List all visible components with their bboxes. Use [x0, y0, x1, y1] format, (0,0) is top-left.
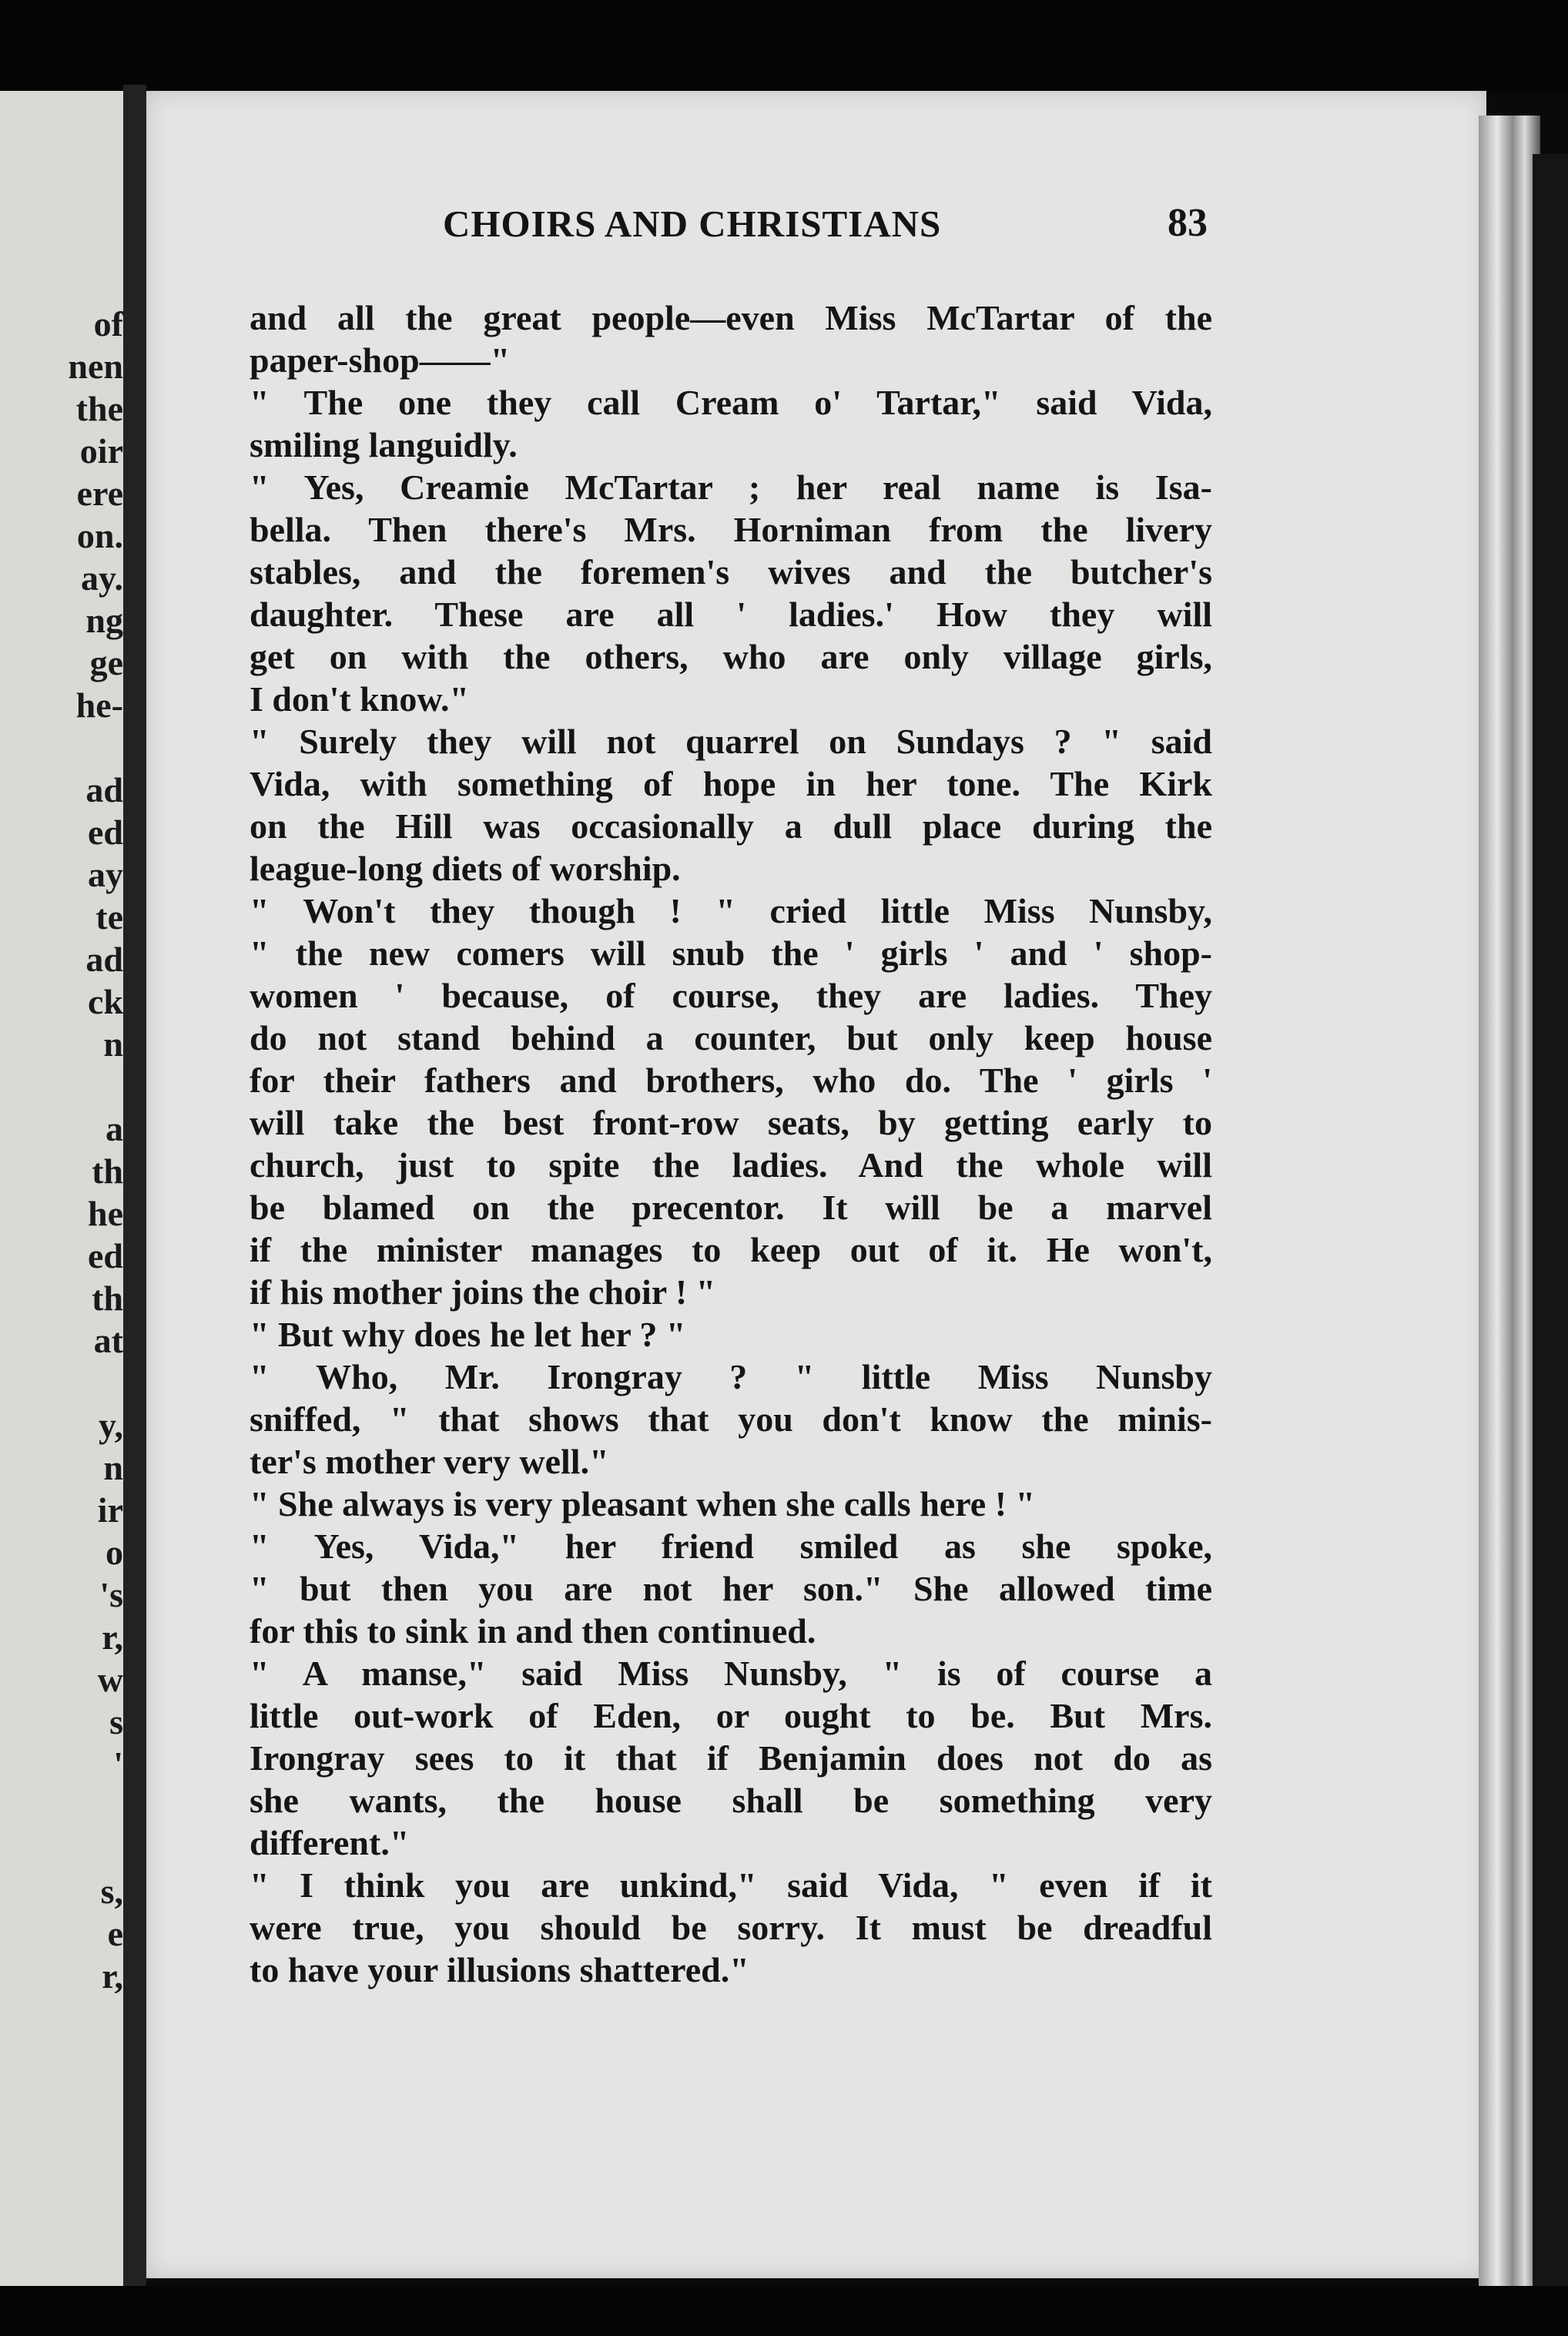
- text-line: " but then you are not her son." She allowed time: [250, 1569, 1212, 1608]
- previous-page-fragment: w: [97, 1660, 123, 1699]
- text-line: Irongray sees to it that if Benjamin does not do as: [250, 1738, 1212, 1778]
- text-line: stables, and the foremen's wives and the butcher's: [250, 552, 1212, 592]
- text-line: sniffed, " that shows that you don't know the minis-: [250, 1399, 1212, 1439]
- text-line: to have your illusions shattered.": [250, 1950, 749, 1989]
- text-line: if his mother joins the choir ! ": [250, 1272, 716, 1312]
- previous-page-fragment: the: [75, 389, 123, 428]
- text-line: on the Hill was occasionally a dull place during the: [250, 806, 1212, 846]
- previous-page-fragment: ng: [85, 601, 123, 640]
- text-line: will take the best front-row seats, by getting early to: [250, 1103, 1212, 1142]
- book-gutter: [123, 85, 146, 2303]
- text-line: " Yes, Creamie McTartar ; her real name is Isa-: [250, 468, 1212, 507]
- previous-page-fragment: 's: [99, 1575, 123, 1614]
- previous-page-fragment: he-: [75, 685, 123, 725]
- text-line: " Won't they though ! " cried little Miss Nunsby,: [250, 891, 1212, 930]
- text-line: if the minister manages to keep out of it. He won't,: [250, 1230, 1212, 1269]
- previous-page-fragment: of: [93, 304, 123, 344]
- text-line: league-long diets of worship.: [250, 849, 681, 888]
- chapter-title: CHOIRS AND CHRISTIANS: [443, 203, 942, 245]
- scan-top-shadow: [0, 0, 1568, 92]
- previous-page-fragment: he: [88, 1194, 123, 1233]
- previous-page-fragment: s: [109, 1702, 123, 1741]
- previous-page-fragment: ay.: [81, 558, 123, 598]
- text-line: smiling languidly.: [250, 425, 518, 464]
- text-line: church, just to spite the ladies. And the whole will: [250, 1145, 1212, 1185]
- text-line: " Yes, Vida," her friend smiled as she spoke,: [250, 1527, 1212, 1566]
- previous-page-fragment: th: [92, 1279, 123, 1318]
- body-text: [250, 297, 1212, 1991]
- text-line: I don't know.": [250, 679, 470, 719]
- previous-page-fragment: ad: [85, 940, 123, 979]
- text-line: do not stand behind a counter, but only keep house: [250, 1018, 1212, 1057]
- text-line: " The one they call Cream o' Tartar," said Vida,: [250, 383, 1212, 422]
- text-line: " Who, Mr. Irongray ? " little Miss Nunsby: [250, 1357, 1212, 1396]
- text-line: " But why does he let her ? ": [250, 1315, 686, 1354]
- previous-page-fragment: ': [113, 1744, 123, 1784]
- previous-page-fragment: r,: [102, 1617, 123, 1657]
- text-line: Vida, with something of hope in her tone. The Kirk: [250, 764, 1212, 803]
- text-line: and all the great people—even Miss McTartar of the: [250, 298, 1212, 337]
- text-line: different.": [250, 1823, 410, 1862]
- page-stack-edge: [1479, 116, 1540, 2295]
- text-line: daughter. These are all ' ladies.' How they will: [250, 595, 1212, 634]
- scan-bottom-shadow: [0, 2286, 1568, 2336]
- text-line: " Surely they will not quarrel on Sundays ? " said: [250, 722, 1212, 761]
- previous-page-fragment: th: [92, 1151, 123, 1191]
- text-line: were true, you should be sorry. It must be dreadful: [250, 1908, 1212, 1947]
- previous-page-fragment: ad: [85, 770, 123, 809]
- previous-page-fragment: te: [95, 897, 123, 937]
- text-line: get on with the others, who are only village girls,: [250, 637, 1212, 676]
- previous-page-fragment: ed: [88, 813, 123, 852]
- previous-page-fragment: ere: [76, 474, 123, 513]
- previous-page-fragment: on.: [76, 516, 123, 555]
- previous-page-fragment: a: [106, 1109, 123, 1148]
- text-line: for their fathers and brothers, who do. The ' girls ': [250, 1061, 1212, 1100]
- text-line: ter's mother very well.": [250, 1442, 609, 1481]
- previous-page-fragment: y,: [99, 1406, 123, 1445]
- previous-page-fragment: oir: [79, 431, 123, 471]
- previous-page-fragment: e: [107, 1914, 123, 1953]
- previous-page-fragment: o: [106, 1533, 123, 1572]
- previous-page-edge: [0, 91, 132, 2286]
- text-line: paper-shop——": [250, 340, 511, 380]
- text-line: women ' because, of course, they are ladies. They: [250, 976, 1212, 1015]
- running-head: [0, 202, 1568, 263]
- previous-page-fragment: nen: [68, 347, 123, 386]
- previous-page-fragment: n: [103, 1448, 123, 1487]
- previous-page-fragment: ir: [97, 1490, 123, 1530]
- previous-page-fragment: at: [93, 1321, 123, 1360]
- previous-page-fragment: ed: [88, 1236, 123, 1275]
- previous-page-fragment: ay: [88, 855, 123, 894]
- previous-page-fragment: s,: [100, 1872, 123, 1911]
- text-line: she wants, the house shall be something very: [250, 1781, 1212, 1820]
- previous-page-fragment: ck: [88, 982, 123, 1021]
- text-line: bella. Then there's Mrs. Horniman from the livery: [250, 510, 1212, 549]
- text-line: " the new comers will snub the ' girls ' and ' shop-: [250, 933, 1212, 973]
- previous-page-fragment: ge: [89, 643, 123, 682]
- previous-page-fragment: n: [103, 1024, 123, 1064]
- text-line: " A manse," said Miss Nunsby, " is of course a: [250, 1654, 1212, 1693]
- text-line: little out-work of Eden, or ought to be. But Mrs.: [250, 1696, 1212, 1735]
- text-line: " I think you are unkind," said Vida, " even if it: [250, 1865, 1212, 1905]
- text-line: " She always is very pleasant when she calls here ! ": [250, 1484, 1036, 1523]
- book-cover-edge: [1533, 154, 1568, 2295]
- previous-page-fragment: r,: [102, 1956, 123, 1996]
- text-line: be blamed on the precentor. It will be a marvel: [250, 1188, 1212, 1227]
- page-number: 83: [1168, 201, 1208, 245]
- text-line: for this to sink in and then continued.: [250, 1611, 816, 1651]
